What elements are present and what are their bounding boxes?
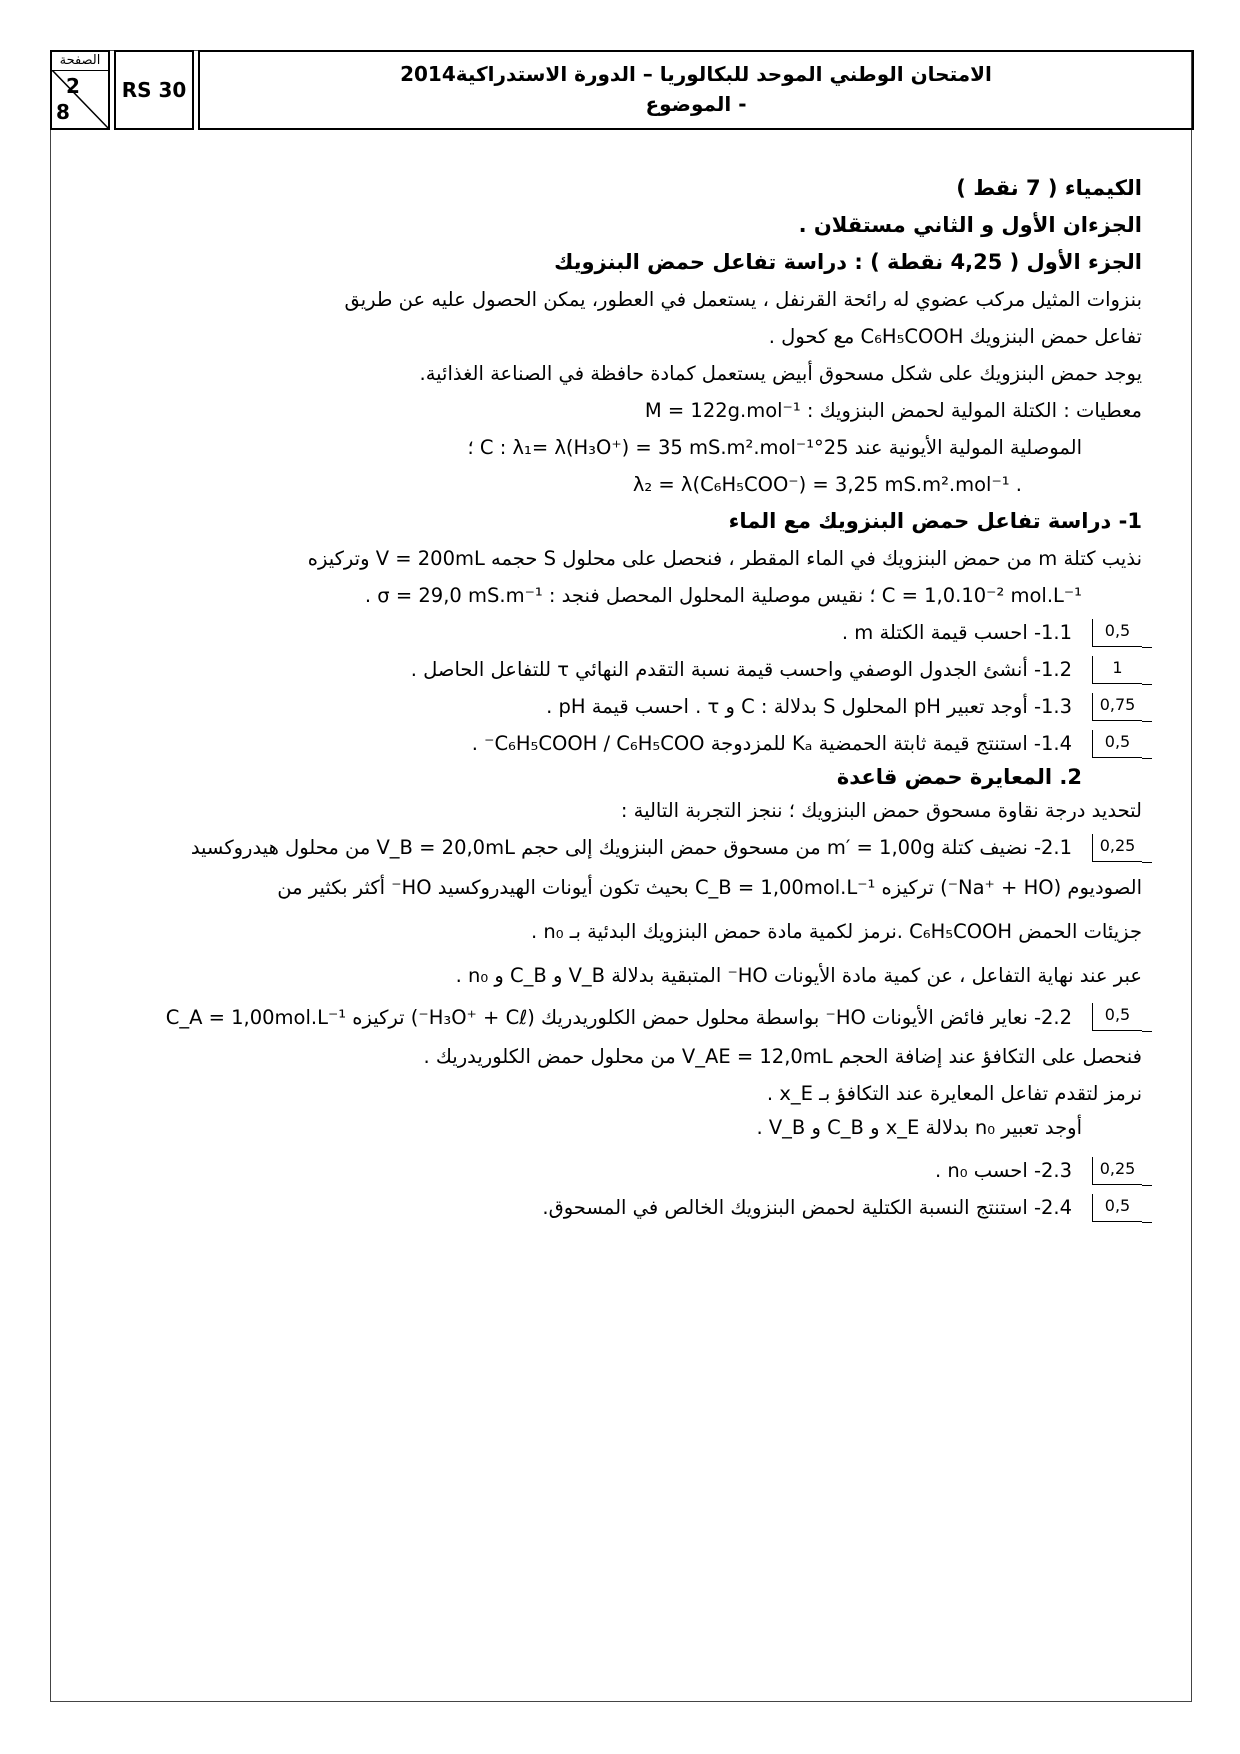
question-2-2-line-4: أوجد تعبير n₀ بدلالة x_E و C_B و V_B . [756,1116,1082,1139]
points-box: 0,5 [1092,619,1142,647]
exam-title: الامتحان الوطني الموحد للبكالوريا – الدورة الاستدراكية2014 [400,62,992,86]
question-1-2 [80,651,1142,688]
exam-subtitle: - الموضوع [645,92,747,116]
exam-header [50,50,1194,130]
section-2-title: 2. المعايرة حمض قاعدة [836,765,1082,789]
question-text: 2.3- احسب n₀ . [934,1159,1072,1182]
page-number-box [50,50,110,130]
parts-note: الجزءان الأول و الثاني مستقلان . [798,213,1142,237]
question-text: 1.2- أنشئ الجدول الوصفي واحسب قيمة نسبة التقدم النهائي τ للتفاعل الحاصل . [410,658,1072,681]
intro-line-3: يوجد حمض البنزويك على شكل مسحوق أبيض يستعمل كمادة حافظة في الصناعة الغذائية. [419,362,1142,385]
question-2-1-line-2: الصوديوم (Na⁺ + HO⁻) تركيزه C_B = 1,00mol.L⁻¹ بحيث تكون أيونات الهيدروكسيد HO⁻ أكثر بكثير من [277,876,1142,899]
section-1-text-1: نذيب كتلة m من حمض البنزويك في الماء المقطر ، فنحصل على محلول S حجمه V = 200mL وتركيزه [307,547,1142,570]
question-2-2 [80,998,1142,1038]
question-2-1-line-3: جزيئات الحمض C₆H₅COOH .نرمز لكمية مادة حمض البنزويك البدئية بـ n₀ . [531,920,1142,943]
data-conductivity-2: . λ₂ = λ(C₆H₅COO⁻) = 3,25 mS.m².mol⁻¹ [632,473,1022,496]
question-text: 1.1- احسب قيمة الكتلة m . [841,621,1072,644]
question-2-2-line-3: نرمز لتقدم تفاعل المعايرة عند التكافؤ بـ x_E . [766,1082,1142,1105]
question-2-1-line-4: عبر عند نهاية التفاعل ، عن كمية مادة الأيونات HO⁻ المتبقية بدلالة V_B و C_B و n₀ . [455,964,1142,987]
question-1-3 [80,688,1142,725]
data-conductivity-1: الموصلية المولية الأيونية عند 25°C : λ₁= λ(H₃O⁺) = 35 mS.m².mol⁻¹ ؛ [467,436,1082,459]
question-2-4 [80,1189,1142,1226]
question-1-1 [80,614,1142,651]
question-2-1 [80,829,1142,866]
page-label: الصفحة [59,53,101,68]
intro-line-2: تفاعل حمض البنزويك C₆H₅COOH مع كحول . [768,325,1142,348]
part-one-title: الجزء الأول ( 4,25 نقطة ) : دراسة تفاعل حمض البنزويك [554,250,1142,274]
page-number: 2 [66,74,80,98]
points-box: 1 [1092,656,1142,684]
question-1-4 [80,725,1142,762]
question-text: 2.2- نعاير فائض الأيونات HO⁻ بواسطة محلول حمض الكلوريدريك (H₃O⁺ + Cℓ⁻) تركيزه C_A = 1,00mol.L⁻¹ [165,1006,1072,1029]
section-title-chemistry: الكيمياء ( 7 نقط ) [956,176,1142,200]
points-box: 0,5 [1092,1003,1142,1031]
question-text: 1.4- استنتج قيمة ثابتة الحمضية Kₐ للمزدوجة C₆H₅COOH / C₆H₅COO⁻ . [471,732,1072,755]
data-molar-mass: معطيات : الكتلة المولية لحمض البنزويك : M = 122g.mol⁻¹ [644,399,1142,422]
exam-title-box [198,50,1194,130]
question-text: 1.3- أوجد تعبير pH المحلول S بدلالة : C و τ . احسب قيمة pH . [546,695,1072,718]
points-box: 0,25 [1092,1157,1142,1185]
page-total: 8 [56,100,70,124]
section-1-text-2: C = 1,0.10⁻² mol.L⁻¹ ؛ نقيس موصلية المحلول المحصل فنجد : σ = 29,0 mS.m⁻¹ . [364,584,1082,607]
exam-code: RS 30 [114,50,194,130]
exam-content [80,170,1142,1226]
section-2-intro: لتحديد درجة نقاوة مسحوق حمض البنزويك ؛ ننجز التجربة التالية : [620,799,1142,822]
points-box: 0,75 [1092,693,1142,721]
points-box: 0,5 [1092,1194,1142,1222]
question-text: 2.1- نضيف كتلة m′ = 1,00g من مسحوق حمض البنزويك إلى حجم V_B = 20,0mL من محلول هيدروكسيد [190,836,1072,859]
question-2-3 [80,1152,1142,1189]
intro-line-1: بنزوات المثيل مركب عضوي له رائحة القرنفل ، يستعمل في العطور، يمكن الحصول عليه عن طريق [344,288,1142,311]
points-box: 0,25 [1092,834,1142,862]
points-box: 0,5 [1092,730,1142,758]
question-2-2-line-2: فنحصل على التكافؤ عند إضافة الحجم V_AE = 12,0mL من محلول حمض الكلوريدريك . [423,1045,1142,1068]
question-text: 2.4- استنتج النسبة الكتلية لحمض البنزويك الخالص في المسحوق. [542,1196,1072,1219]
section-1-title: 1- دراسة تفاعل حمض البنزويك مع الماء [728,509,1142,533]
